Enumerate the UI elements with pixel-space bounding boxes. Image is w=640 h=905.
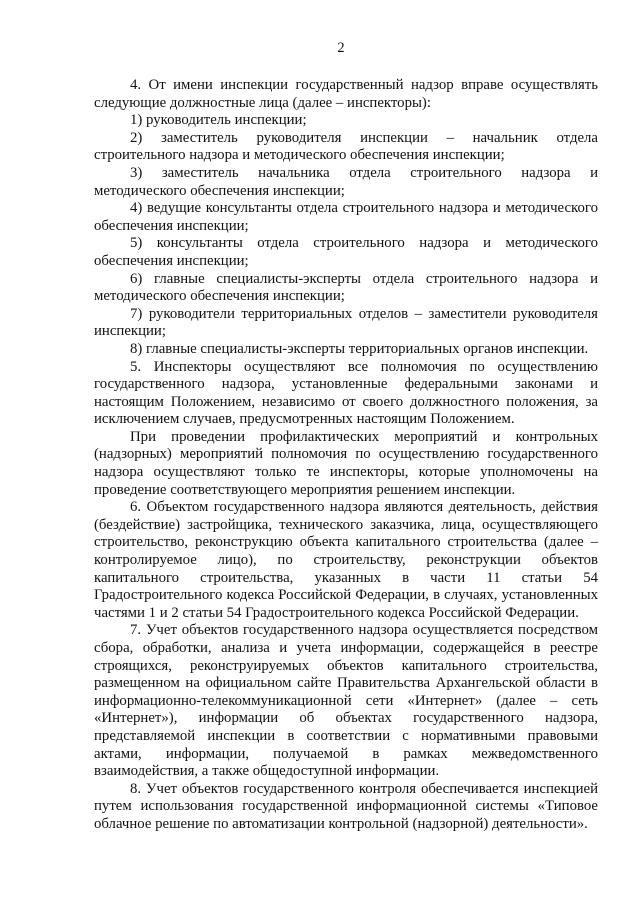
list-item: 3) заместитель начальника отдела строительного надзора и методического обеспечения инспекции; xyxy=(94,164,598,199)
list-item: 8) главные специалисты-эксперты территориальных органов инспекции. xyxy=(130,340,589,357)
list-item: 7) руководители территориальных отделов – заместители руководителя инспекции; xyxy=(94,305,598,340)
paragraph: 4. От имени инспекции государственный надзор вправе осуществлять следующие должностные лица (далее – инспекторы): xyxy=(94,77,598,111)
document-body xyxy=(94,77,598,834)
paragraph: 8. Учет объектов государственного контроля обеспечивается инспекцией путем использования государственной информационной системы «Типовое облачное решение по автоматизации контрольной (надзорной) деятельности». xyxy=(94,780,598,832)
paragraph: 5. Инспекторы осуществляют все полномочия по осуществлению государственного надзора, установленные федеральными законами и настоящим Положением, независимо от своего должностного положения, за исключением случаев, предусмотренных настоящим Положением. xyxy=(94,358,598,428)
list-item: 5) консультанты отдела строительного надзора и методического обеспечения инспекции; xyxy=(94,235,598,269)
page-number: 2 xyxy=(337,40,345,56)
paragraph: При проведении профилактических мероприятий и контрольных (надзорных) мероприятий полномочия по осуществлению государственного надзора осуществляют только те инспекторы, которые уполномочены на проведение соответствующего мероприятия решением инспекции. xyxy=(94,428,598,498)
paragraph: 6. Объектом государственного надзора являются деятельность, действия (бездействие) застройщика, технического заказчика, лица, осуществляющего строительство, реконструкцию объекта капитального строительства (далее – контролируемое лицо), по строительству, реконструкции объектов капитального строительства, указанных в части 11 статьи 54 Градостроительного кодекса Российской Федерации, в случаях, установленных частями 1 и 2 статьи 54 Градостроительного кодекса Российской Федерации. xyxy=(94,499,598,621)
list-item: 2) заместитель руководителя инспекции – начальник отдела строительного надзора и методического обеспечения инспекции; xyxy=(94,129,598,164)
list-item: 4) ведущие консультанты отдела строительного надзора и методического обеспечения инспекции; xyxy=(94,200,598,234)
paragraph: 7. Учет объектов государственного надзора осуществляется посредством сбора, обработки, анализа и учета информации, содержащейся в реестре строящихся, реконструируемых объектов капитального строительства, размещенном на официальном сайте Правительства Архангельской области в информационно-телекоммуникационной сети «Интернет» (далее – сеть «Интернет»), информации об объектах государственного надзора, представляемой инспекции в соответствии с нормативными правовыми актами, информации, получаемой в рамках межведомственного взаимодействия, а также общедоступной информации. xyxy=(94,622,598,780)
list-item: 1) руководитель инспекции; xyxy=(130,112,307,129)
list-item: 6) главные специалисты-эксперты отдела строительного надзора и методического обеспечения инспекции; xyxy=(94,270,598,305)
